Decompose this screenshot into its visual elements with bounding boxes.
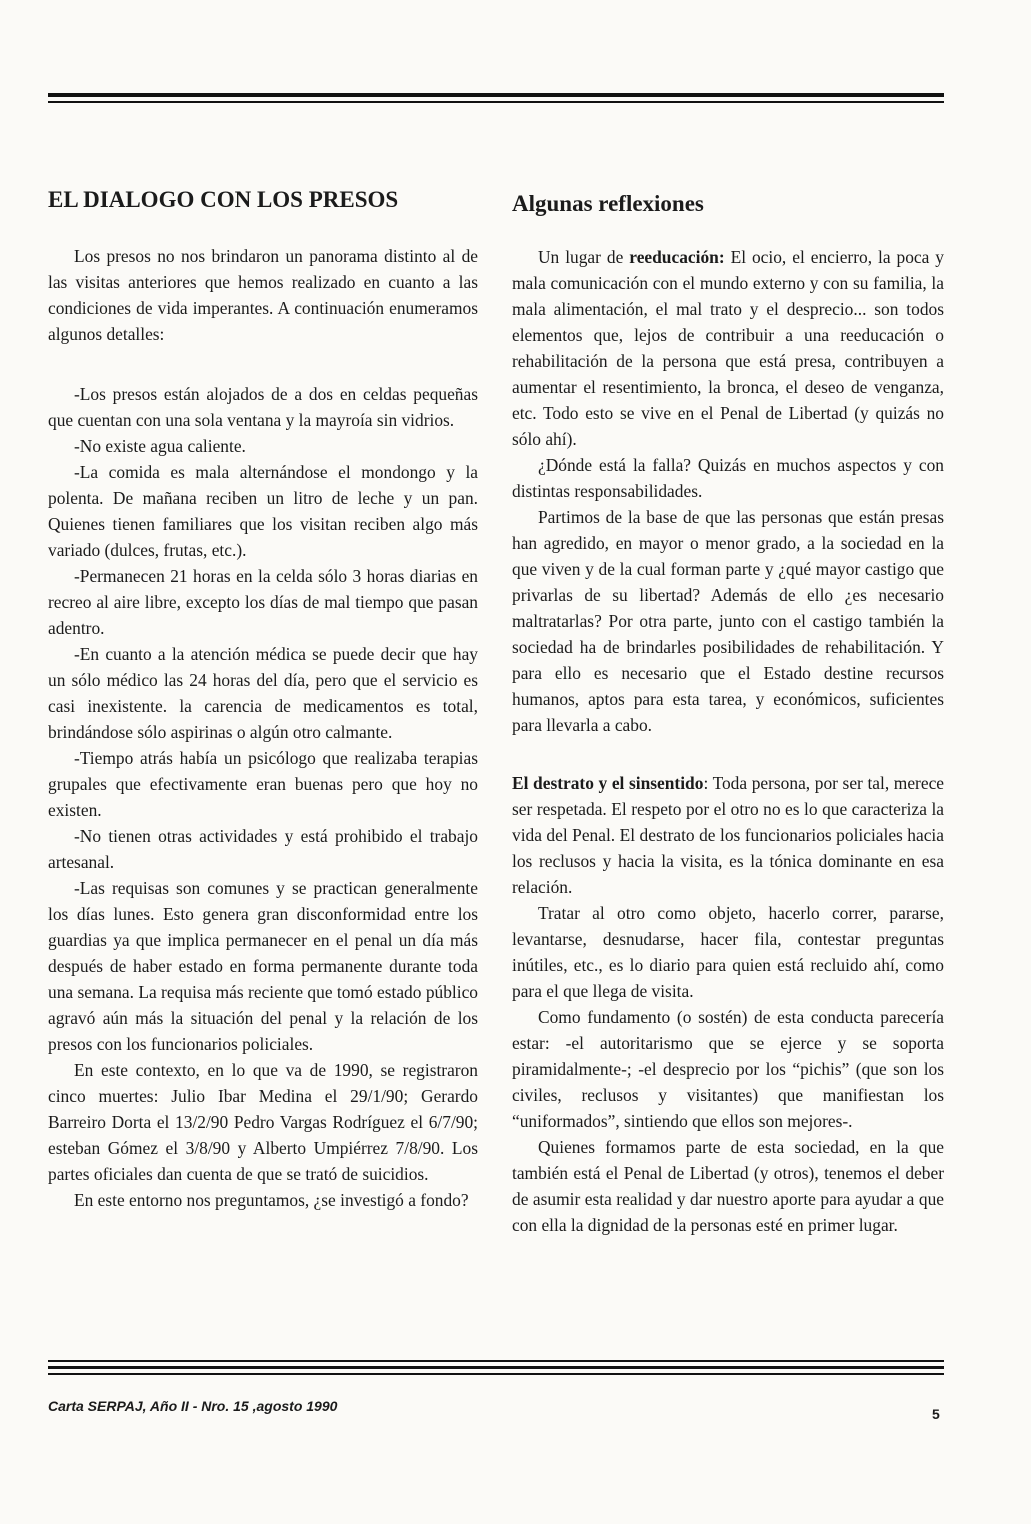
lead-bold: reeducación: bbox=[629, 247, 725, 267]
page-number: 5 bbox=[932, 1406, 940, 1422]
paragraph: -Los presos están alojados de a dos en celdas pequeñas que cuentan con una sola ventana y la mayroía sin vidrios. bbox=[48, 384, 478, 430]
paragraph: -No existe agua caliente. bbox=[74, 436, 246, 456]
paragraph-text: El ocio, el encierro, la poca y mala comunicación con el mundo externo y con su familia, la mala alimentación, el mal trato y el desprecio... son todos elementos que, lejos de contribuir a una reeducación o rehabilitación de la persona que está presa, contribuyen a aumentar el resentimiento, la bronca, el deseo de venganza, etc. Todo esto se vive en el Penal de Libertad (y quizás no sólo ahí). bbox=[512, 247, 944, 449]
bottom-rule-thick bbox=[48, 1366, 944, 1369]
paragraph bbox=[512, 244, 944, 452]
paragraph: Quienes formamos parte de esta sociedad, en la que también está el Penal de Libertad (y otros), tenemos el deber de asumir esta realidad y dar nuestro aporte para ayudar a que con ella la dignidad de la personas esté en primer lugar. bbox=[512, 1137, 944, 1235]
right-column-title: Algunas reflexiones bbox=[512, 191, 704, 216]
bottom-rule-thin bbox=[48, 1360, 944, 1362]
paragraph: -Permanecen 21 horas en la celda sólo 3 horas diarias en recreo al aire libre, excepto los días de mal tiempo que pasan adentro. bbox=[48, 566, 478, 638]
left-column-title: EL DIALOGO CON LOS PRESOS bbox=[48, 187, 399, 212]
paragraph: ¿Dónde está la falla? Quizás en muchos aspectos y con distintas responsabilidades. bbox=[512, 455, 944, 501]
paragraph: -En cuanto a la atención médica se puede decir que hay un sólo médico las 24 horas del día, pero que el servicio es casi inexistente. la carencia de medicamentos es total, brindándose sólo aspirinas o algún otro calmante. bbox=[48, 644, 478, 742]
lead-bold: El destrato y el sinsentido bbox=[512, 773, 704, 793]
lead-text: Un lugar de bbox=[538, 247, 624, 267]
paragraph: -No tienen otras actividades y está prohibido el trabajo artesanal. bbox=[48, 826, 478, 872]
top-rule-thick bbox=[48, 93, 944, 97]
paragraph: Partimos de la base de que las personas que están presas han agredido, en mayor o menor grado, a la sociedad en la que viven y de la cual forman parte y ¿qué mayor castigo que privarlas de su libertad? Además de ello ¿es necesario maltratarlas? Por otra parte, junto con el castigo también la sociedad ha de brindarles posibilidades de rehabilitación. Y para ello es necesario que el Estado destine recursos humanos, aptos para esta tarea, y económicos, suficientes para llevarla a cabo. bbox=[512, 507, 944, 735]
paragraph bbox=[512, 770, 944, 900]
right-column bbox=[512, 190, 944, 1238]
paragraph: En este entorno nos preguntamos, ¿se investigó a fondo? bbox=[74, 1190, 469, 1210]
paragraph: Los presos no nos brindaron un panorama distinto al de las visitas anteriores que hemos realizado en cuanto a las condiciones de vida imperantes. A continuación enumeramos algunos detalles: bbox=[48, 246, 478, 344]
paragraph: En este contexto, en lo que va de 1990, se registraron cinco muertes: Julio Ibar Medina el 29/1/90; Gerardo Barreiro Dorta el 13/2/90 Pedro Vargas Rodríguez el 6/7/90; esteban Gómez el 3/8/90 y Alberto Umpiérrez 7/8/90. Los partes oficiales dan cuenta de que se trató de suicidios. bbox=[48, 1060, 478, 1184]
paragraph-text: : Toda persona, por ser tal, merece ser respetada. El respeto por el otro no es lo que caracteriza la vida del Penal. El destrato de los funcionarios policiales hacia los reclusos y hacia la visita, es la tónica dominante en esa relación. bbox=[512, 773, 945, 897]
paragraph: Tratar al otro como objeto, hacerlo correr, pararse, levantarse, desnudarse, hacer fila, contestar preguntas inútiles, etc., es lo diario para quien está recluido ahí, como para el que llega de visita. bbox=[512, 903, 944, 1001]
top-rule-thin bbox=[48, 101, 944, 103]
bottom-rule-thin-2 bbox=[48, 1373, 944, 1375]
paragraph: -Tiempo atrás había un psicólogo que realizaba terapias grupales que efectivamente eran buenas pero que hoy no existen. bbox=[48, 748, 478, 820]
paragraph: Como fundamento (o sostén) de esta conducta parecería estar: -el autoritarismo que se ejerce y se soporta piramidalmente-; -el desprecio por los “pichis” (que son los civiles, reclusos y visitantes) que manifiestan los “uniformados”, sintiendo que ellos son mejores-. bbox=[512, 1007, 944, 1131]
paragraph: -La comida es mala alternándose el mondongo y la polenta. De mañana reciben un litro de leche y un pan. Quienes tienen familiares que los visitan reciben algo más variado (dulces, frutas, etc.). bbox=[48, 462, 478, 560]
publication-footer: Carta SERPAJ, Año II - Nro. 15 ,agosto 1990 bbox=[48, 1398, 338, 1414]
left-column bbox=[48, 186, 478, 1213]
paragraph: -Las requisas son comunes y se practican generalmente los días lunes. Esto genera gran disconformidad entre los guardias ya que implica permanecer en el penal un día más después de haber estado en forma permanente durante toda una semana. La requisa más reciente que tomó estado público agravó aún más la situación del penal y la relación de los presos con los funcionarios policiales. bbox=[48, 878, 478, 1054]
